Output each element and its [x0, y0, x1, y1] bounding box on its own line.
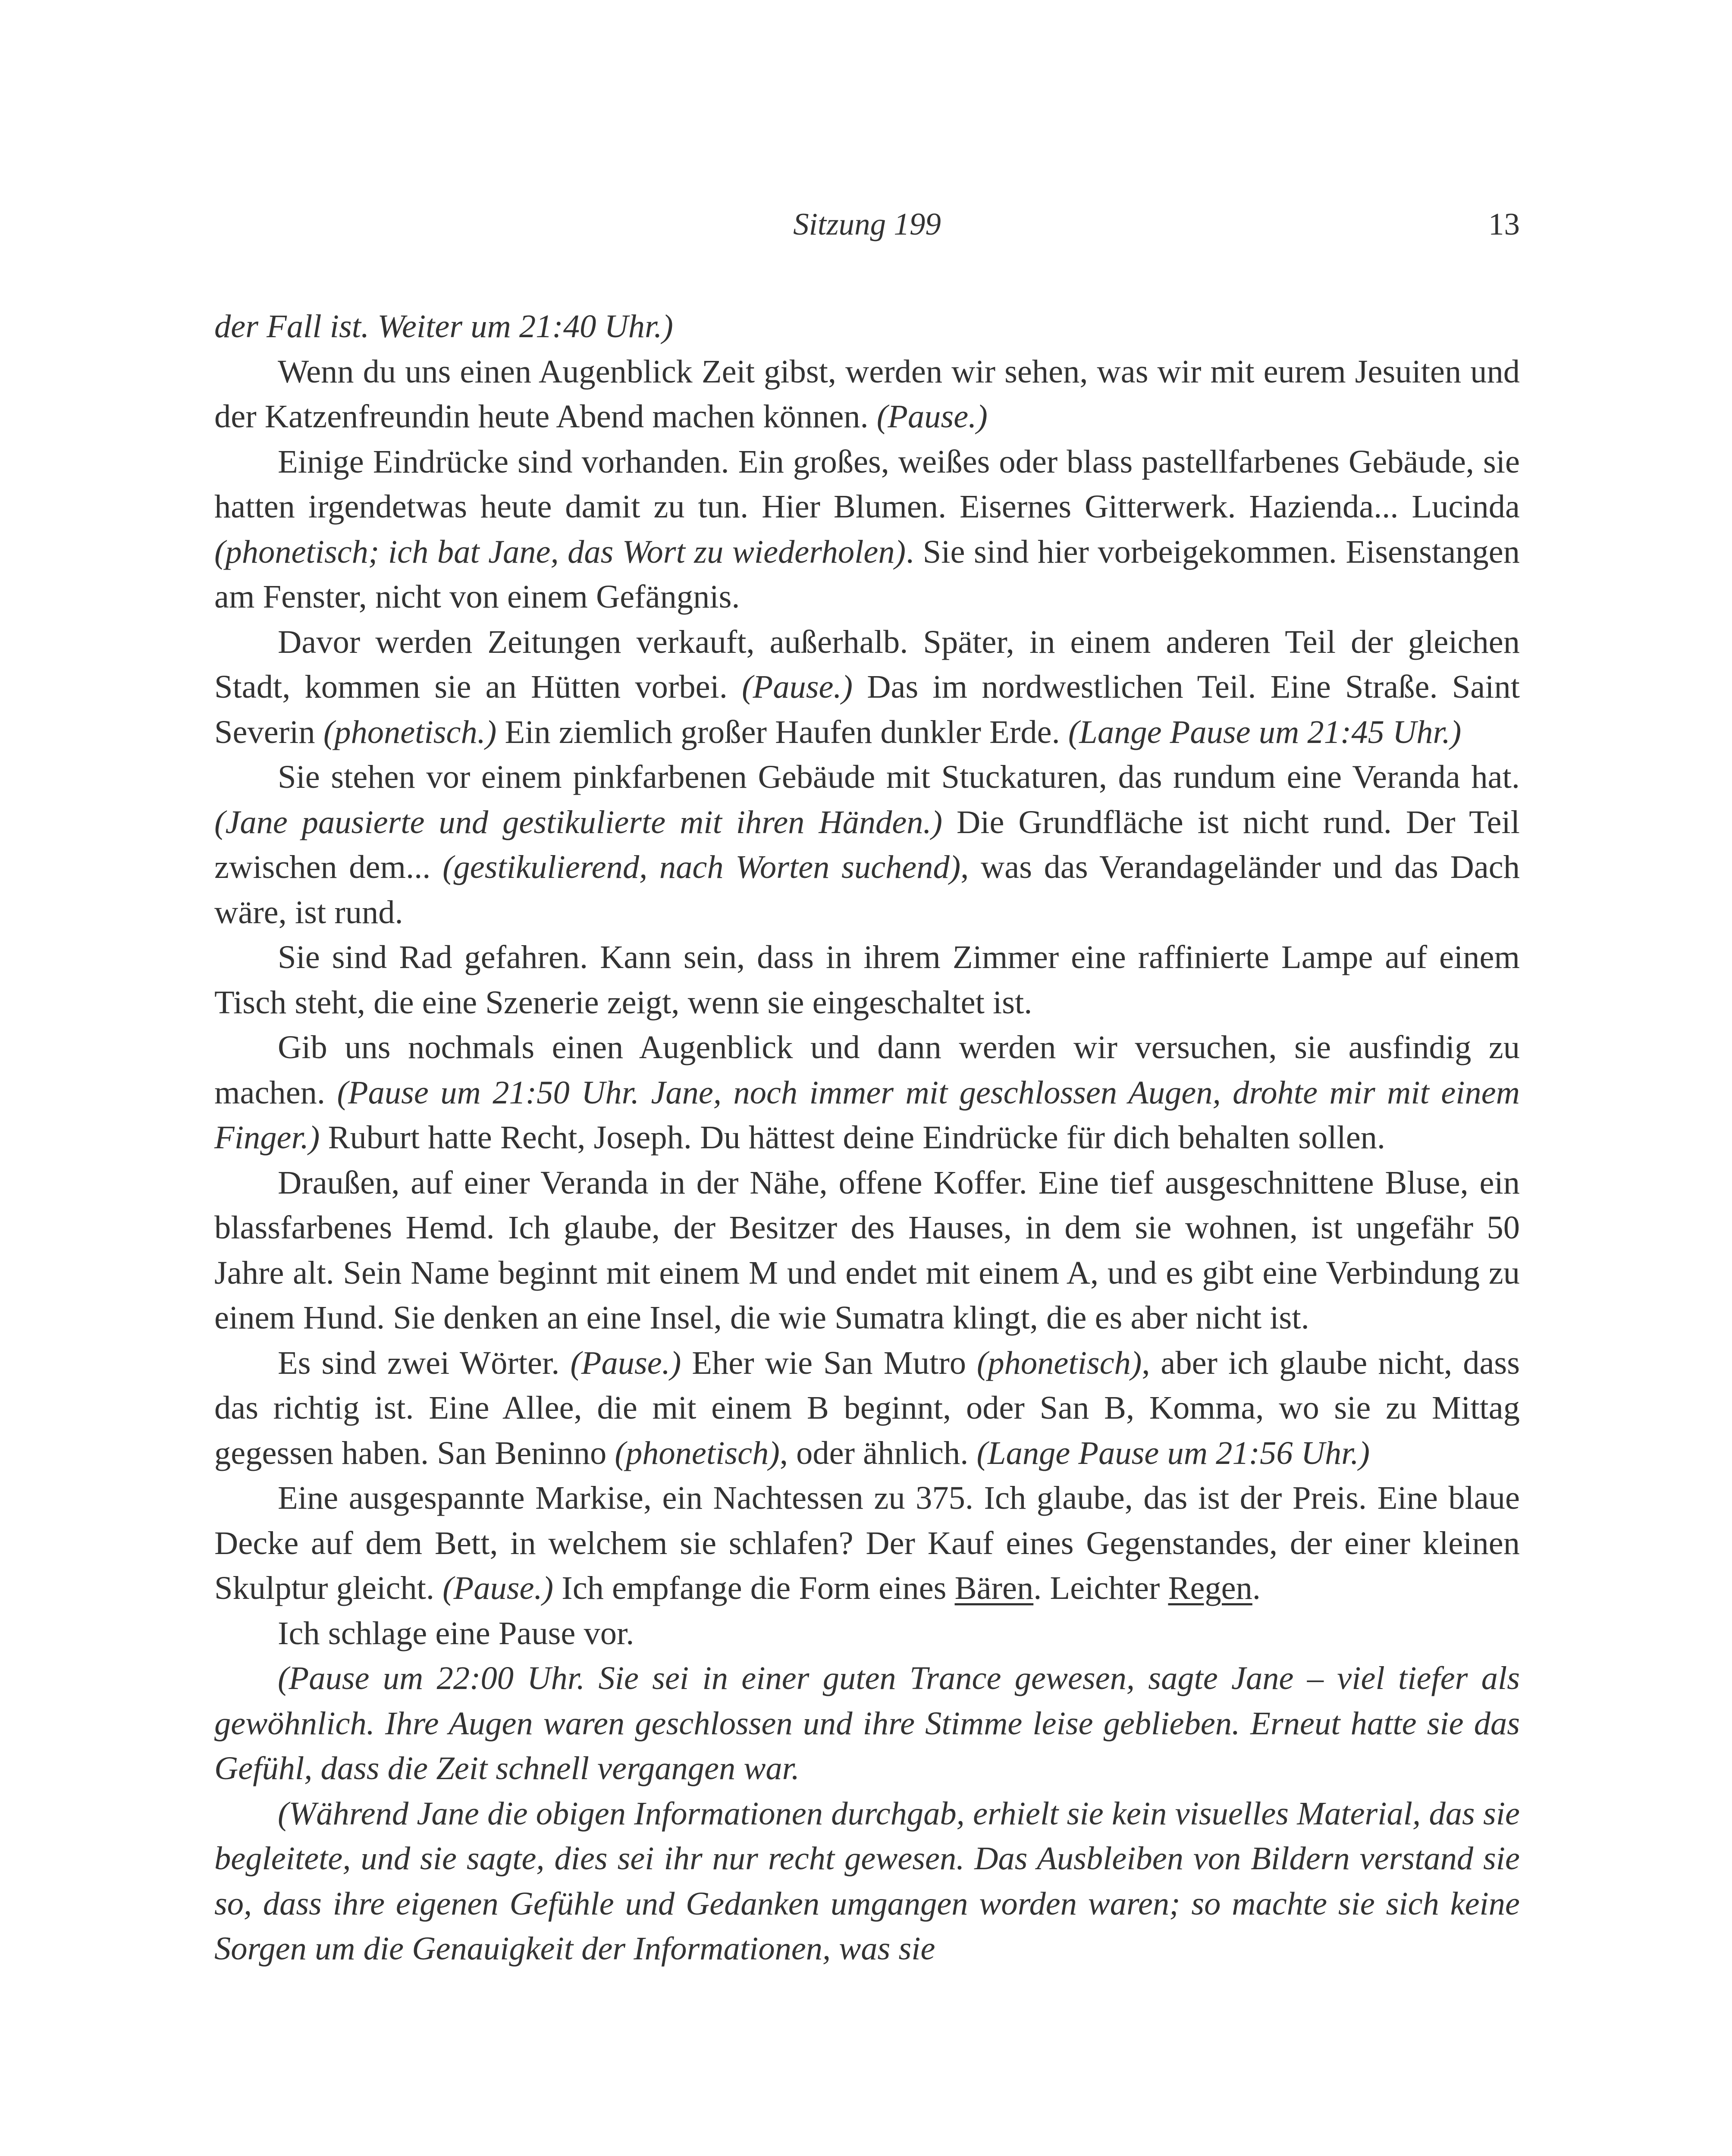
text-run: , was das Verandageländer und das Dach wäre, ist rund.	[214, 849, 1520, 931]
text-run: Ich schlage eine Pause vor.	[278, 1614, 634, 1651]
underlined-word: Regen	[1168, 1570, 1252, 1606]
italic-annotation: (Während Jane die obigen Informationen durchgab, erhielt sie kein visuelles Material, das sie begleitete, und sie sagte, dies sei ihr nur recht gewesen. Das Ausbleiben von Bildern verstand sie so, dass ihre eigenen Gefühle und Gedanken umgangen worden waren; so machte sie sich keine Sorgen um die Genauigkeit der Informationen, was sie	[214, 1795, 1520, 1967]
paragraph	[214, 1025, 1520, 1160]
italic-annotation: (Pause.)	[570, 1344, 681, 1381]
italic-annotation: (Pause.)	[876, 398, 988, 435]
italic-annotation: (gestikulierend, nach Worten suchend)	[442, 849, 961, 885]
text-run: Sie stehen vor einem pinkfarbenen Gebäude mit Stuckaturen, das rundum eine Veranda hat.	[278, 758, 1520, 795]
text-run: Wenn du uns einen Augenblick Zeit gibst, werden wir sehen, was wir mit eurem Jesuiten und der Katzenfreundin heute Abend machen können.	[214, 353, 1520, 435]
italic-annotation: (Pause um 21:50 Uhr. Jane, noch immer mit geschlossen Augen, drohte mir mit einem Finger.)	[214, 1074, 1520, 1156]
text-run: Gib uns nochmals einen Augenblick und dann werden wir versuchen, sie ausfindig zu machen.	[214, 1029, 1520, 1111]
text-run: . Leichter	[1033, 1570, 1168, 1606]
paragraph	[214, 304, 1520, 349]
text-run: Sie sind Rad gefahren. Kann sein, dass in ihrem Zimmer eine raffinierte Lampe auf einem Tisch steht, die eine Szenerie zeigt, wenn sie eingeschaltet ist.	[214, 939, 1520, 1021]
paragraph	[214, 620, 1520, 755]
text-run: Davor werden Zeitungen verkauft, außerhalb. Später, in einem anderen Teil der gleichen Stadt, kommen sie an Hütten vorbei.	[214, 623, 1520, 705]
running-head-title: Sitzung 199	[793, 207, 941, 241]
italic-annotation: der Fall ist. Weiter um 21:40 Uhr.)	[214, 308, 673, 345]
italic-annotation: (phonetisch)	[615, 1434, 780, 1471]
text-run: Ruburt hatte Recht, Joseph. Du hättest deine Eindrücke für dich behalten sollen.	[320, 1119, 1386, 1156]
text-run: Eine ausgespannte Markise, ein Nachtessen zu 375. Ich glaube, das ist der Preis. Eine blaue Decke auf dem Bett, in welchem sie schlafen? Der Kauf eines Gegenstandes, der einer kleinen Skulptur gleicht.	[214, 1479, 1520, 1606]
italic-annotation: (Jane pausierte und gestikulierte mit ihren Händen.)	[214, 803, 943, 840]
text-run: Einige Eindrücke sind vorhanden. Ein großes, weißes oder blass pastellfarbenes Gebäude, sie hatten irgendetwas heute damit zu tun. Hier Blumen. Eisernes Gitterwerk. Hazienda... Lucinda	[214, 443, 1520, 525]
paragraph	[214, 1656, 1520, 1791]
text-run: Ich empfange die Form eines	[553, 1570, 955, 1606]
text-run: , oder ähnlich.	[779, 1434, 977, 1471]
paragraph	[214, 935, 1520, 1025]
paragraph	[214, 1611, 1520, 1656]
italic-annotation: (phonetisch; ich bat Jane, das Wort zu wiederholen)	[214, 533, 906, 570]
text-run: Ein ziemlich großer Haufen dunkler Erde.	[496, 713, 1068, 750]
italic-annotation: (Pause.)	[442, 1570, 554, 1606]
italic-annotation: (phonetisch.)	[323, 713, 497, 750]
text-run: , aber ich glaube nicht, dass das richtig ist. Eine Allee, die mit einem B beginnt, oder San B, Komma, wo sie zu Mittag gegessen haben. San Beninno	[214, 1344, 1520, 1471]
paragraph	[214, 1341, 1520, 1476]
italic-annotation: (phonetisch)	[976, 1344, 1142, 1381]
text-run: Das im nordwestlichen Teil. Eine Straße. Saint Severin	[214, 668, 1520, 750]
paragraph	[214, 1476, 1520, 1611]
italic-annotation: (Lange Pause um 21:45 Uhr.)	[1068, 713, 1462, 750]
italic-annotation: (Lange Pause um 21:56 Uhr.)	[976, 1434, 1370, 1471]
text-run: Draußen, auf einer Veranda in der Nähe, offene Koffer. Eine tief ausgeschnittene Bluse, ein blassfarbenes Hemd. Ich glaube, der Besitzer des Hauses, in dem sie wohnen, ist ungefähr 50 Jahre alt. Sein Name beginnt mit einem M und endet mit einem A, und es gibt eine Verbindung zu einem Hund. Sie denken an eine Insel, die wie Sumatra klingt, die es aber nicht ist.	[214, 1164, 1520, 1336]
paragraph	[214, 1160, 1520, 1341]
text-run: Die Grundfläche ist nicht rund. Der Teil zwischen dem...	[214, 803, 1520, 885]
italic-annotation: (Pause um 22:00 Uhr. Sie sei in einer guten Trance gewesen, sagte Jane – viel tiefer als gewöhnlich. Ihre Augen waren geschlossen und ihre Stimme leise geblieben. Erneut hatte sie das Gefühl, dass die Zeit schnell vergangen war.	[214, 1660, 1520, 1786]
text-run: Eher wie San Mutro	[681, 1344, 977, 1381]
text-run: Es sind zwei Wörter.	[278, 1344, 571, 1381]
paragraph	[214, 349, 1520, 439]
running-head	[214, 201, 1520, 248]
text-run: . Sie sind hier vorbeigekommen. Eisenstangen am Fenster, nicht von einem Gefängnis.	[214, 533, 1520, 615]
underlined-word: Bären	[954, 1570, 1034, 1606]
body-text	[214, 304, 1520, 1971]
paragraph	[214, 755, 1520, 935]
paragraph	[214, 439, 1520, 620]
paragraph	[214, 1791, 1520, 1971]
text-run: .	[1252, 1570, 1261, 1606]
page-number: 13	[1488, 207, 1520, 241]
italic-annotation: (Pause.)	[742, 668, 853, 705]
